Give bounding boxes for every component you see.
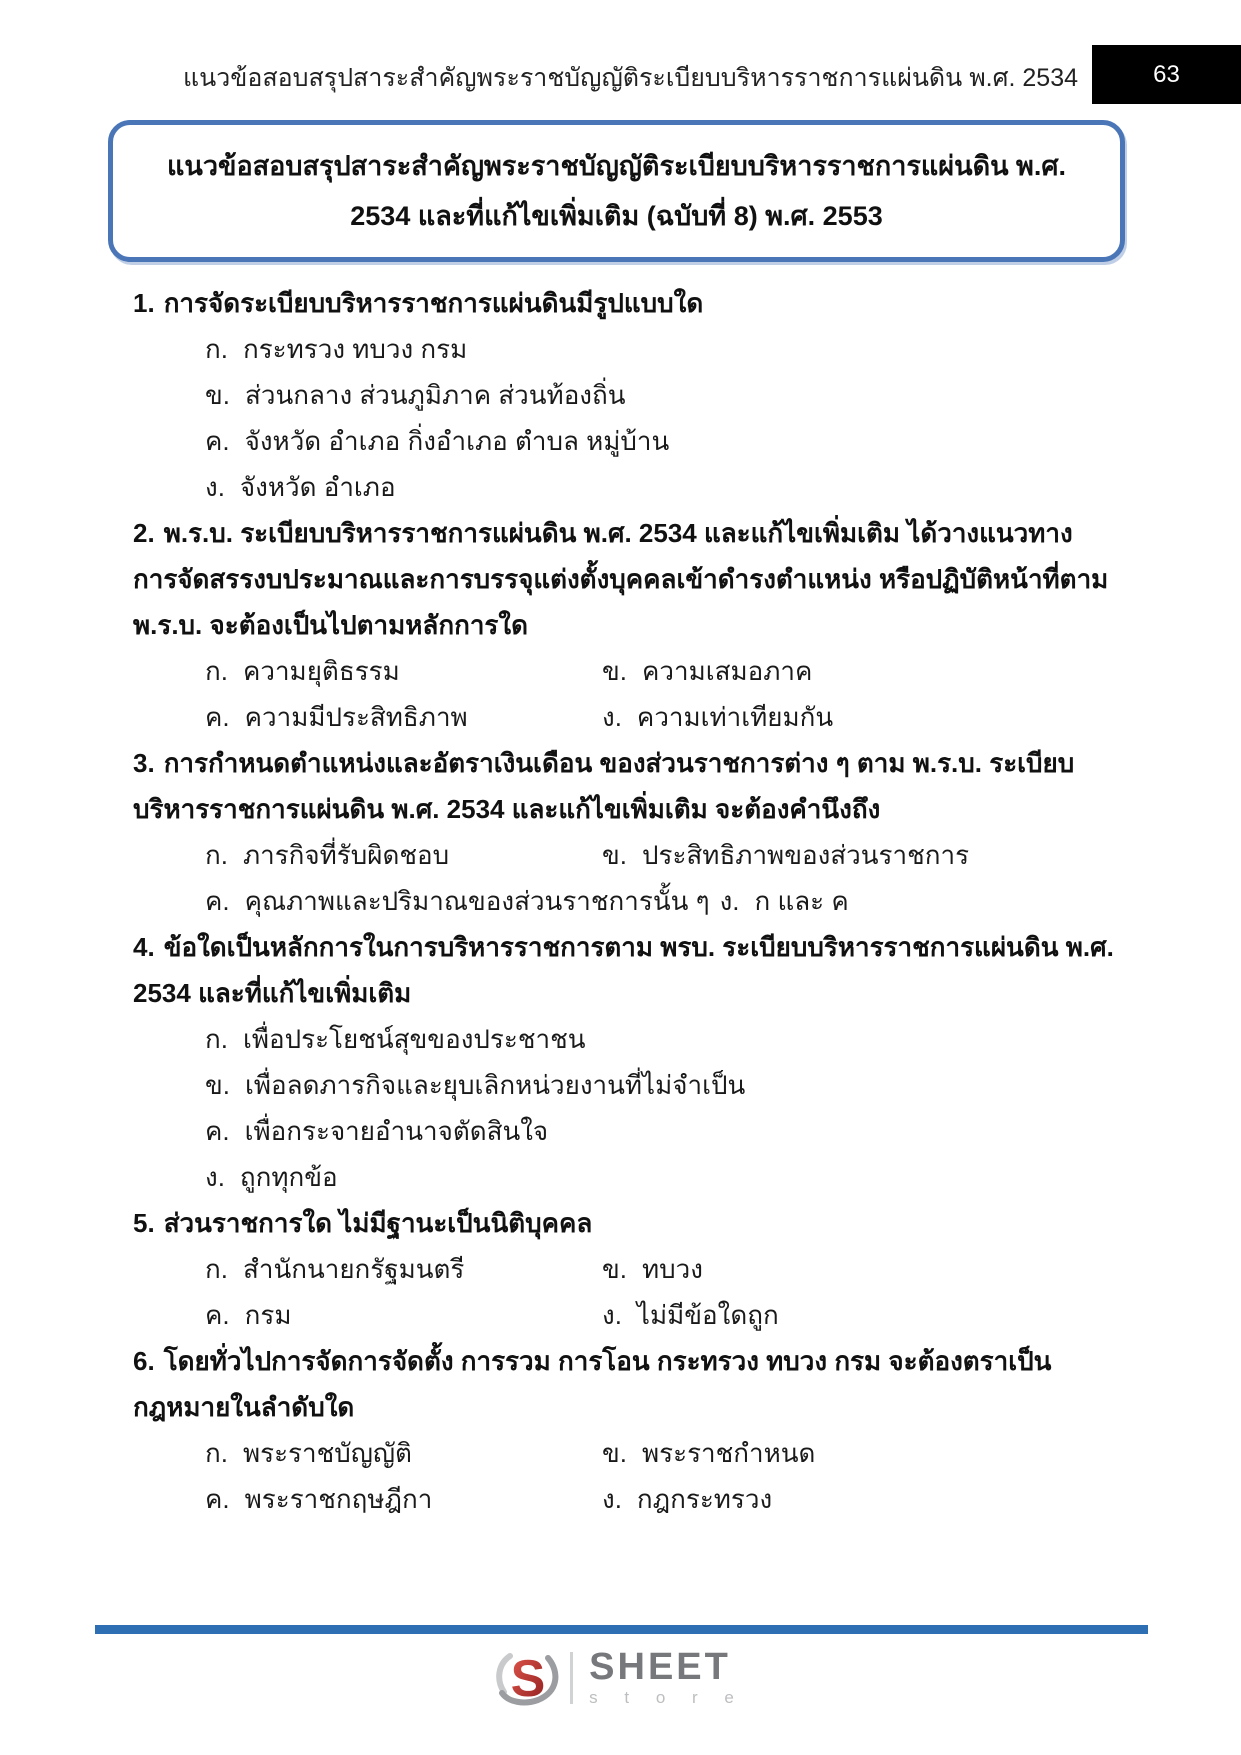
choice-a (205, 1430, 602, 1476)
question-5 (133, 1200, 1115, 1338)
choice-c (205, 1476, 602, 1522)
question-text (133, 924, 1115, 1016)
question-3 (133, 740, 1115, 924)
choice-label: ข. (602, 1438, 627, 1468)
choice-text: พระราชบัญญัติ (242, 1438, 412, 1468)
choice-row (205, 878, 1115, 924)
question-4 (133, 924, 1115, 1200)
choice-text: กรม (244, 1300, 292, 1330)
choice-label: ค. (205, 1484, 230, 1514)
question-text (133, 1338, 1115, 1430)
choice-text: สำนักนายกรัฐมนตรี (242, 1254, 465, 1284)
choice-d (602, 1476, 772, 1522)
choices (205, 1246, 1115, 1338)
choice-text: เพื่อลดภารกิจและยุบเลิกหน่วยงานที่ไม่จำเป็น (245, 1070, 746, 1100)
choice-b (602, 1430, 815, 1476)
choice-label: ค. (205, 702, 230, 732)
choice-d (205, 464, 1115, 510)
question-body: พ.ร.บ. ระเบียบบริหารราชการแผ่นดิน พ.ศ. 2534 และแก้ไขเพิ่มเติม ได้วางแนวทางการจัดสรรงบประมาณและการบรรจุแต่งตั้งบุคคลเข้าดำรงตำแหน่ง หรือปฏิบัติหน้าที่ตาม พ.ร.บ. จะต้องเป็นไปตามหลักการใด (133, 518, 1109, 640)
svg-text:S: S (510, 1650, 546, 1708)
choice-a (205, 832, 602, 878)
choice-text: จังหวัด อำเภอ (239, 472, 396, 502)
choice-c (205, 878, 720, 924)
header-title: แนวข้อสอบสรุปสาระสำคัญพระราชบัญญัติระเบียบบริหารราชการแผ่นดิน พ.ศ. 2534 (183, 64, 1078, 92)
choice-text: ประสิทธิภาพของส่วนราชการ (642, 840, 970, 870)
brand-name: SHEET (589, 1646, 731, 1688)
choice-c (205, 1292, 602, 1338)
choice-label: ง. (602, 1484, 622, 1514)
choice-label: ง. (205, 1162, 225, 1192)
choice-text: คุณภาพและปริมาณของส่วนราชการนั้น ๆ (244, 886, 710, 916)
choice-text: ความมีประสิทธิภาพ (244, 702, 468, 732)
choice-d (602, 694, 833, 740)
footer-divider (95, 1625, 1148, 1634)
choice-c (205, 1108, 1115, 1154)
choice-b (205, 372, 1115, 418)
choices (205, 648, 1115, 740)
choice-row (205, 832, 1115, 878)
page-number: 63 (1153, 60, 1180, 88)
choice-label: ข. (602, 656, 627, 686)
choice-row (205, 1246, 1115, 1292)
question-number: 5. (133, 1208, 155, 1238)
choice-d (602, 1292, 779, 1338)
choice-text: ไม่มีข้อใดถูก (636, 1300, 779, 1330)
choice-label: ก. (205, 656, 228, 686)
choice-label: ง. (719, 886, 740, 916)
choice-label: ก. (205, 1254, 228, 1284)
question-text (133, 280, 1115, 326)
choice-label: ค. (205, 1116, 230, 1146)
choice-text: ภารกิจที่รับผิดชอบ (242, 840, 450, 870)
choice-d (205, 1154, 1115, 1200)
question-text (133, 510, 1115, 648)
question-number: 1. (133, 288, 155, 318)
choice-text: พระราชกำหนด (642, 1438, 816, 1468)
question-body: โดยทั่วไปการจัดการจัดตั้ง การรวม การโอน กระทรวง ทบวง กรม จะต้องตราเป็นกฎหมายในลำดับใด (133, 1346, 1052, 1422)
question-number: 6. (133, 1346, 155, 1376)
choice-text: ความยุติธรรม (242, 656, 400, 686)
question-text (133, 740, 1115, 832)
choice-text: ก และ ค (754, 886, 849, 916)
choice-text: พระราชกฤษฎีกา (244, 1484, 433, 1514)
question-number: 2. (133, 518, 155, 548)
choice-label: ข. (602, 840, 627, 870)
choice-text: ความเท่าเทียมกัน (636, 702, 834, 732)
choice-row (205, 694, 1115, 740)
choice-b (602, 648, 812, 694)
choice-row (205, 1292, 1115, 1338)
choice-b (602, 832, 969, 878)
choice-b (205, 1062, 1115, 1108)
choice-row (205, 1430, 1115, 1476)
choice-a (205, 326, 1115, 372)
choice-label: ค. (205, 426, 230, 456)
choice-a (205, 648, 602, 694)
choice-row (205, 648, 1115, 694)
choice-label: ก. (205, 840, 228, 870)
question-number: 3. (133, 748, 155, 778)
choice-row (205, 1476, 1115, 1522)
choice-a (205, 1246, 602, 1292)
choices (205, 1016, 1115, 1200)
questions-list (133, 280, 1115, 1522)
choices (205, 326, 1115, 510)
question-6 (133, 1338, 1115, 1522)
choices (205, 1430, 1115, 1522)
choice-label: ก. (205, 334, 228, 364)
choice-label: ข. (602, 1254, 627, 1284)
question-1 (133, 280, 1115, 510)
choice-text: เพื่อกระจายอำนาจตัดสินใจ (244, 1116, 549, 1146)
question-body: การจัดระเบียบบริหารราชการแผ่นดินมีรูปแบบใด (163, 288, 704, 318)
choice-label: ข. (205, 1070, 230, 1100)
choice-text: ความเสมอภาค (642, 656, 813, 686)
choice-a (205, 1016, 1115, 1062)
brand-subtitle: s t o r e (589, 1688, 745, 1707)
question-body: ส่วนราชการใด ไม่มีฐานะเป็นนิติบุคคล (163, 1208, 593, 1238)
choice-text: จังหวัด อำเภอ กิ่งอำเภอ ตำบล หมู่บ้าน (244, 426, 670, 456)
choice-label: ก. (205, 1024, 228, 1054)
logo-divider (570, 1652, 573, 1704)
choice-label: ค. (205, 886, 230, 916)
choice-label: ก. (205, 1438, 228, 1468)
choice-text: ถูกทุกข้อ (239, 1162, 338, 1192)
choice-label: ข. (205, 380, 230, 410)
choice-text: เพื่อประโยชน์สุขของประชาชน (242, 1024, 586, 1054)
choice-text: กฎกระทรวง (636, 1484, 773, 1514)
choices (205, 832, 1115, 924)
choice-text: กระทรวง ทบวง กรม (242, 334, 468, 364)
logo-text (589, 1648, 745, 1708)
question-number: 4. (133, 932, 155, 962)
page-number-badge (1092, 45, 1241, 104)
choice-b (602, 1246, 703, 1292)
footer-logo (0, 1646, 1241, 1710)
question-2 (133, 510, 1115, 740)
choice-c (205, 694, 602, 740)
choice-text: ทบวง (642, 1254, 703, 1284)
choice-label: ค. (205, 1300, 230, 1330)
choice-label: ง. (602, 1300, 622, 1330)
title-box-text: แนวข้อสอบสรุปสาระสำคัญพระราชบัญญัติระเบียบบริหารราชการแผ่นดิน พ.ศ. 2534 และที่แก้ไขเพิ่มเติม (ฉบับที่ 8) พ.ศ. 2553 (166, 151, 1066, 231)
choice-c (205, 418, 1115, 464)
choice-text: ส่วนกลาง ส่วนภูมิภาค ส่วนท้องถิ่น (245, 380, 626, 410)
title-box (108, 120, 1125, 262)
choice-d (720, 878, 849, 924)
choice-label: ง. (205, 472, 225, 502)
sheet-store-logo-icon (496, 1646, 560, 1710)
choice-label: ง. (602, 702, 622, 732)
question-body: ข้อใดเป็นหลักการในการบริหารราชการตาม พรบ. ระเบียบบริหารราชการแผ่นดิน พ.ศ. 2534 และที่แก้ไขเพิ่มเติม (133, 932, 1114, 1008)
question-text (133, 1200, 1115, 1246)
question-body: การกำหนดตำแหน่งและอัตราเงินเดือน ของส่วนราชการต่าง ๆ ตาม พ.ร.บ. ระเบียบบริหารราชการแผ่นดิน พ.ศ. 2534 และแก้ไขเพิ่มเติม จะต้องคำนึงถึง (133, 748, 1075, 824)
